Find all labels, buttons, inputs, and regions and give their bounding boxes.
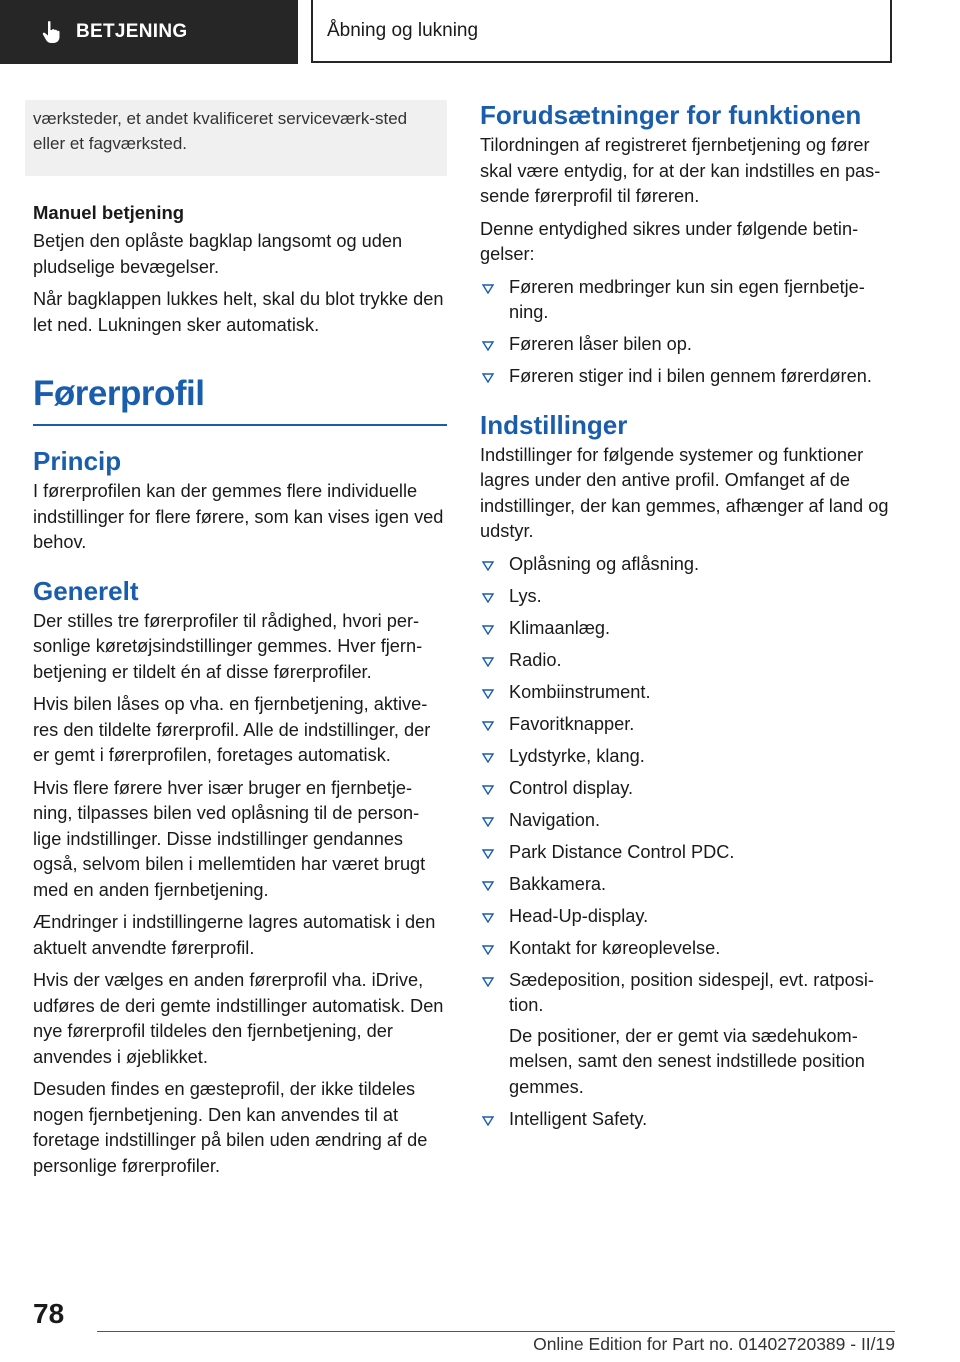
seat-memory-note: De positioner, der er gemt via sædehukom-melsen, samt den senest indstillede position gemmes. <box>509 1025 865 1097</box>
triangle-bullet-icon <box>482 625 494 635</box>
triangle-bullet-icon <box>482 341 494 351</box>
settings-list <box>480 552 895 1133</box>
list-item: Navigation. <box>480 808 895 834</box>
list-item: Lys. <box>480 584 895 610</box>
triangle-bullet-icon <box>482 849 494 859</box>
list-item: Føreren medbringer kun sin egen fjernbetje-ning. <box>480 275 895 326</box>
triangle-bullet-icon <box>482 561 494 571</box>
list-item: Intelligent Safety. <box>480 1107 895 1133</box>
general-paragraph-4: Ændringer i indstillingerne lagres automatisk i den aktuelt anvendte førerprofil. <box>33 912 436 958</box>
list-item: Føreren stiger ind i bilen gennem førerdøren. <box>480 364 895 390</box>
triangle-bullet-icon <box>482 721 494 731</box>
manual-paragraph-2: Når bagklappen lukkes helt, skal du blot trykke den let ned. Lukningen sker automatisk. <box>33 289 444 335</box>
general-paragraph-3: Hvis flere førere hver især bruger en fjernbetje-ning, tilpasses bilen ved oplåsning til de person-lige indstillinger. Disse indstillinger gendannes også, selvom bilen i mellemtiden har været brugt med en anden fjernbetjening. <box>33 777 426 900</box>
list-item: Oplåsning og aflåsning. <box>480 552 895 578</box>
list-item: Føreren låser bilen op. <box>480 332 895 358</box>
triangle-bullet-icon <box>482 913 494 923</box>
triangle-bullet-icon <box>482 657 494 667</box>
list-item: Kontakt for køreoplevelse. <box>480 936 895 962</box>
general-paragraph-5: Hvis der vælges en anden førerprofil vha. iDrive, udføres de deri gemte indstillinger automatisk. Den nye førerprofil tildeles den fjernbetjening, der anvendes i øjeblikket. <box>33 970 444 1067</box>
prerequisites-paragraph-1: Tilordningen af registreret fjernbetjening og fører skal være entydig, for at der kan indstilles en pas-sende førerprofil til føreren. <box>480 135 881 206</box>
settings-paragraph: Indstillinger for følgende systemer og funktioner lagres under den antive profil. Omfanget af de indstillinger, der kan gemmes, afhænger af land og udstyr. <box>480 444 889 541</box>
general-paragraph-6: Desuden findes en gæsteprofil, der ikke tildeles nogen fjernbetjening. Den kan anvendes til at foretage indstillinger på bilen uden ændring af de personlige førerprofiler. <box>33 1079 428 1176</box>
chapter-header <box>311 0 892 63</box>
list-item: Klimaanlæg. <box>480 616 895 642</box>
triangle-bullet-icon <box>482 1116 494 1126</box>
list-item: Head-Up-display. <box>480 904 895 930</box>
footer-divider <box>97 1331 895 1332</box>
thumb-pointer-icon <box>42 20 64 44</box>
principle-paragraph: I førerprofilen kan der gemmes flere individuelle indstillinger for flere førere, som kan vises igen ved behov. <box>33 481 444 552</box>
chapter-title: Åbning og lukning <box>327 19 479 41</box>
list-item: Lydstyrke, klang. <box>480 744 895 770</box>
section-label: BETJENING <box>76 21 188 42</box>
principle-heading: Princip <box>33 446 122 476</box>
prerequisites-list <box>480 275 895 390</box>
triangle-bullet-icon <box>482 945 494 955</box>
general-paragraph-2: Hvis bilen låses op vha. en fjernbetjening, aktive-res den tildelte førerprofil. Alle de indstillinger, der er gemt i førerprofilen, foretages automatisk. <box>33 694 431 765</box>
list-item: Bakkamera. <box>480 872 895 898</box>
list-item: Kombiinstrument. <box>480 680 895 706</box>
manual-paragraph-1: Betjen den oplåste bagklap langsomt og uden pludselige bevægelser. <box>33 231 403 277</box>
general-paragraph-1: Der stilles tre førerprofiler til rådighed, hvori per-sonlige køretøjsindstillinger gemmes. Hver fjern-betjening er tildelt én af disse førerprofiler. <box>33 610 423 682</box>
list-item: Radio. <box>480 648 895 674</box>
triangle-bullet-icon <box>482 689 494 699</box>
right-column <box>480 100 895 1139</box>
triangle-bullet-icon <box>482 753 494 763</box>
edition-text: Online Edition for Part no. 01402720389 - II/19 <box>533 1334 895 1354</box>
prerequisites-heading: Forudsætninger for funktionen <box>480 100 862 130</box>
section-tab <box>0 0 298 64</box>
triangle-bullet-icon <box>482 881 494 891</box>
triangle-bullet-icon <box>482 284 494 294</box>
main-title: Førerprofil <box>33 374 447 426</box>
manual-heading: Manuel betjening <box>33 202 185 223</box>
triangle-bullet-icon <box>482 593 494 603</box>
list-item: Sædeposition, position sidespejl, evt. ratposi-tion. De positioner, der er gemt via sædehukom-melsen, samt den senest indstillede position gemmes. <box>480 968 895 1101</box>
list-item: Control display. <box>480 776 895 802</box>
page-number: 78 <box>33 1298 65 1329</box>
left-column <box>33 100 447 1186</box>
prerequisites-paragraph-2: Denne entydighed sikres under følgende betin-gelser: <box>480 218 859 264</box>
note-box <box>25 100 447 176</box>
settings-heading: Indstillinger <box>480 409 628 440</box>
triangle-bullet-icon <box>482 373 494 383</box>
triangle-bullet-icon <box>482 785 494 795</box>
list-item: Park Distance Control PDC. <box>480 840 895 866</box>
list-item: Favoritknapper. <box>480 712 895 738</box>
triangle-bullet-icon <box>482 977 494 987</box>
triangle-bullet-icon <box>482 817 494 827</box>
note-text: værksteder, et andet kvalificeret serviceværk-sted eller et fagværksted. <box>33 109 408 153</box>
general-heading: Generelt <box>33 575 139 606</box>
